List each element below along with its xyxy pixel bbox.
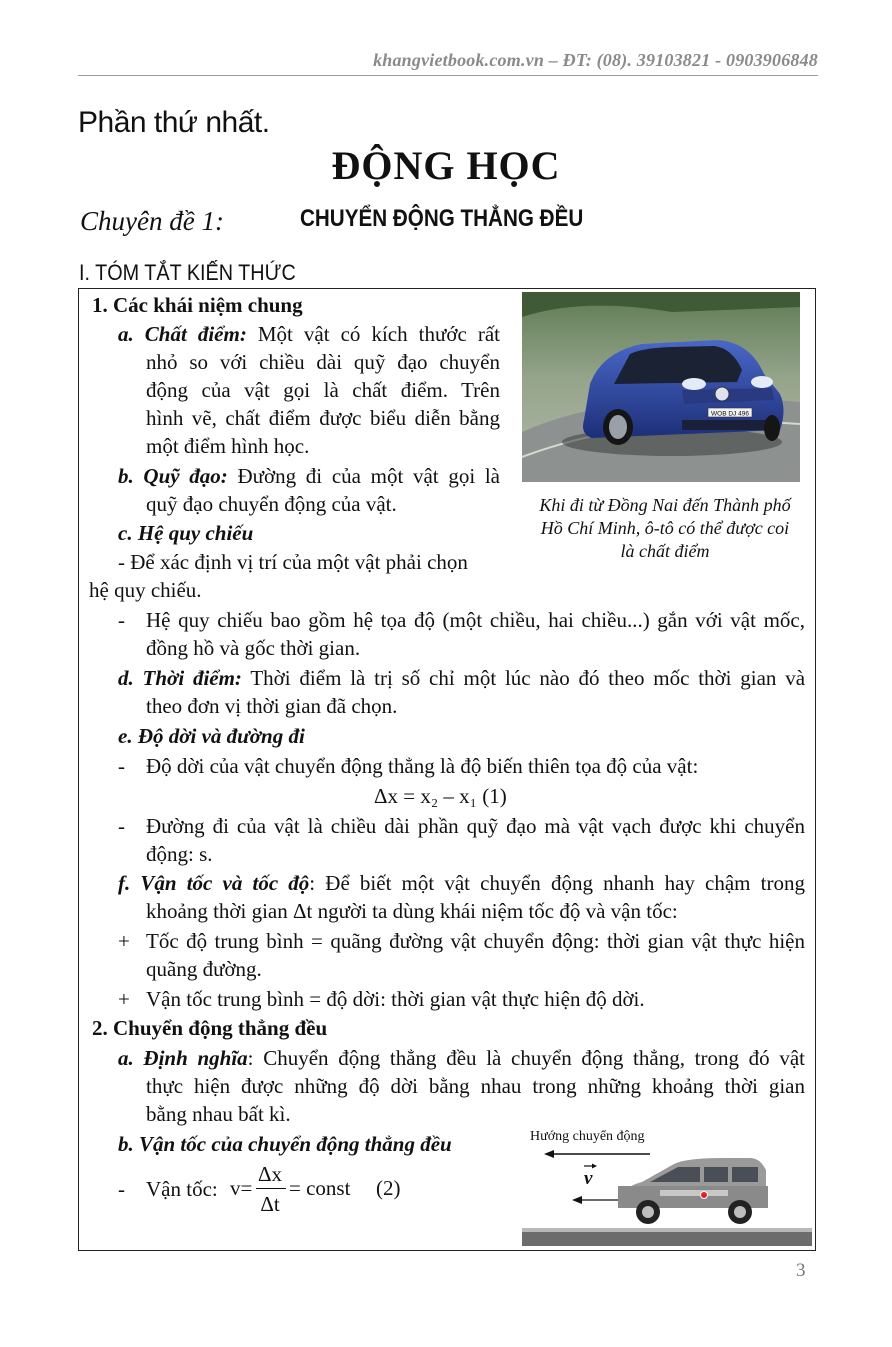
dash-marker: - (118, 608, 125, 632)
term-chat-diem: a. Chất điểm: (118, 322, 247, 346)
page-header: khangvietbook.com.vn – ĐT: (08). 39103821 - 0903906848 (373, 50, 818, 70)
item-a-line4: hình vẽ, chất điểm được biểu diễn bằng (146, 406, 500, 430)
ground-highlight (522, 1228, 812, 1232)
caption-line: Khi đi từ Đồng Nai đến Thành phố (539, 495, 791, 515)
headlight-left (682, 378, 706, 390)
item-a-line1 (118, 321, 500, 347)
text: Thời điểm là trị số chỉ một lúc nào đó theo mốc thời gian và (250, 666, 806, 690)
item-f-line2: khoảng thời gian Δt người ta dùng khái niệm tốc độ và vận tốc: (146, 899, 678, 923)
suv-side-logo (660, 1190, 728, 1196)
suv-window-middle (704, 1167, 728, 1182)
term-thoi-diem: d. Thời điểm: (118, 666, 242, 690)
fraction-numerator: Δx (257, 1162, 282, 1186)
caption-line: Hồ Chí Minh, ô-tô có thể được coi (540, 518, 790, 538)
suv-front-rim (642, 1206, 654, 1218)
item-b-line2: quỹ đạo chuyển động của vật. (146, 492, 397, 516)
car-photo (522, 292, 800, 482)
dash-marker: - (118, 1177, 125, 1201)
item-f-line1 (118, 870, 805, 896)
item-f-plus1-line2: quãng đường. (146, 957, 262, 981)
item-f-plus1-line1: Tốc độ trung bình = quãng đường vật chuyển động: thời gian vật thực hiện (146, 929, 805, 953)
motion-diagram (522, 1122, 812, 1246)
term-dinh-nghia: a. Định nghĩa (118, 1046, 248, 1070)
main-title: ĐỘNG HỌC (331, 143, 561, 188)
plus-marker: + (118, 987, 130, 1011)
dash-marker: - (118, 754, 125, 778)
headlight-right (751, 376, 773, 388)
formula-displacement: Δx = x₂ – x₁ (1) (374, 784, 507, 808)
velocity-lhs: v= (230, 1176, 253, 1200)
item-c-heading: c. Hệ quy chiếu (118, 521, 254, 545)
item-2a-line2: thực hiện được những độ dời bằng nhau trong những khoảng thời gian (146, 1074, 805, 1098)
bumper (682, 420, 774, 430)
text: Đường đi của một vật gọi là (237, 464, 500, 488)
dash-marker: - (118, 814, 125, 838)
vector-arrow-head (592, 1164, 597, 1169)
item-c-dash1-line2: hệ quy chiếu. (89, 578, 202, 602)
equation-number: (2) (376, 1176, 401, 1200)
velocity-label: Vận tốc: (146, 1177, 218, 1201)
item-e-dash1: Độ dời của vật chuyển động thẳng là độ biến thiên tọa độ của vật: (146, 754, 699, 778)
section-1-heading: 1. Các khái niệm chung (92, 293, 303, 317)
plus-marker: + (118, 929, 130, 953)
vw-logo (715, 387, 729, 401)
item-e-dash2-line2: động: s. (146, 842, 213, 866)
item-f-plus2: Vận tốc trung bình = độ dời: thời gian vật thực hiện độ dời. (146, 987, 645, 1011)
fraction-denominator: Δt (260, 1192, 280, 1216)
item-a-line2: nhỏ so với chiều dài quỹ đạo chuyển (146, 350, 500, 374)
item-e-dash2-line1: Đường đi của vật là chiều dài phần quỹ đạo mà vật vạch được khi chuyển (146, 814, 805, 838)
caption-line: là chất điểm (620, 541, 710, 561)
section-title: I. TÓM TẮT KIẾN THỨC (79, 260, 296, 285)
topic-title: CHUYỂN ĐỘNG THẲNG ĐỀU (300, 205, 584, 232)
direction-arrow-head (544, 1150, 554, 1158)
suv-rear-rim (734, 1206, 746, 1218)
point-mass-dot (701, 1192, 708, 1199)
item-2a-line1 (118, 1045, 805, 1071)
item-2b-heading: b. Vận tốc của chuyển động thẳng đều (118, 1132, 452, 1156)
item-2a-line3: bằng nhau bất kì. (146, 1102, 291, 1126)
item-d-line1 (118, 665, 805, 691)
item-a-line3: động của vật gọi là chất điểm. Trên (146, 378, 500, 402)
item-c-dash2-line1: Hệ quy chiếu bao gồm hệ tọa độ (một chiều, hai chiều...) gắn với vật mốc, (146, 608, 805, 632)
item-a-line5: một điểm hình học. (146, 434, 310, 458)
item-d-line2: theo đơn vị thời gian đã chọn. (146, 694, 398, 718)
topic-label: Chuyên đề 1: (80, 206, 224, 236)
front-rim (609, 415, 627, 439)
direction-label: Hướng chuyển động (530, 1129, 645, 1144)
right-wheel (764, 415, 780, 441)
item-b-line1 (118, 463, 500, 489)
part-title: Phần thứ nhất. (78, 106, 270, 139)
fraction-bar (256, 1188, 286, 1189)
plate-text: WOB DJ 496 (711, 410, 749, 418)
velocity-vector-label: v (584, 1168, 593, 1189)
item-c-dash1-line1: - Để xác định vị trí của một vật phải chọn (118, 550, 468, 574)
text: : Để biết một vật chuyển động nhanh hay chậm trong (309, 871, 805, 895)
page-number: 3 (796, 1260, 806, 1281)
term-quy-dao: b. Quỹ đạo: (118, 464, 228, 488)
car-photo-caption (520, 494, 810, 563)
suv-window-rear (732, 1167, 758, 1182)
header-divider (78, 75, 818, 76)
velocity-vector-head (572, 1196, 582, 1204)
velocity-rhs: = const (289, 1176, 351, 1200)
item-c-dash2-line2: đồng hồ và gốc thời gian. (146, 636, 361, 660)
text: Một vật có kích thước rất (257, 322, 500, 346)
section-2-heading: 2. Chuyển động thẳng đều (92, 1016, 328, 1040)
item-e-heading: e. Độ dời và đường đi (118, 724, 305, 748)
text: : Chuyển động thẳng đều là chuyển động thẳng, trong đó vật (247, 1046, 805, 1070)
term-van-toc-toc-do: f. Vận tốc và tốc độ (118, 871, 310, 895)
